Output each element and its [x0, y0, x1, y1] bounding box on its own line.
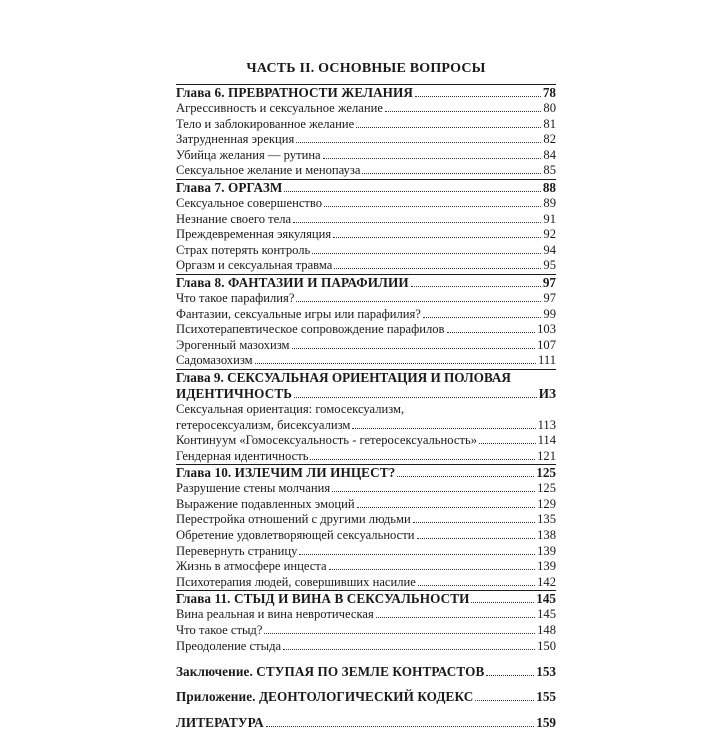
entry-page: 99: [543, 306, 556, 321]
entry-page: 135: [537, 512, 556, 527]
leader-dots: [447, 332, 536, 333]
entry-page: 84: [543, 147, 556, 162]
toc-chapter: [176, 369, 556, 464]
entry-title: Гендерная идентичность: [176, 448, 309, 463]
toc-appendix: [176, 689, 556, 705]
chapter-heading-row: [176, 386, 556, 402]
toc-page: [176, 60, 556, 731]
entry-page: 85: [543, 163, 556, 178]
entry-page: 89: [543, 195, 556, 210]
leader-dots: [376, 617, 535, 618]
toc-section-row: [176, 258, 556, 274]
entry-title: Фантазии, сексуальные игры или парафилия?: [176, 306, 421, 321]
entry-page: 95: [543, 258, 556, 273]
entry-title: Эрогенный мазохизм: [176, 337, 290, 352]
leader-dots: [397, 476, 534, 477]
leader-dots: [283, 649, 535, 650]
toc-section-row: [176, 322, 556, 338]
chapter-heading-row: [176, 180, 556, 196]
toc-section-row: [176, 418, 556, 434]
leader-dots: [310, 459, 535, 460]
entry-title: гетеросексуализм, бисексуализм: [176, 417, 351, 432]
toc-section-row: [176, 243, 556, 259]
entry-page: 82: [543, 132, 556, 147]
toc-section-row: [176, 559, 556, 575]
entry-page: 139: [537, 543, 556, 558]
toc-section-row: [176, 575, 556, 591]
section-title-line1: Сексуальная ориентация: гомосексуализм,: [176, 401, 405, 416]
leader-dots: [324, 206, 541, 207]
leader-dots: [296, 301, 541, 302]
entry-title: Жизнь в атмосфере инцеста: [176, 559, 327, 574]
entry-title: ИДЕНТИЧНОСТЬ: [176, 385, 293, 401]
leader-dots: [255, 363, 536, 364]
entry-page: 139: [537, 559, 556, 574]
entry-page: 114: [537, 433, 556, 448]
leader-dots: [323, 158, 542, 159]
chapters-list: [176, 84, 556, 654]
chapter-heading-row: [176, 85, 556, 101]
leader-dots: [312, 253, 541, 254]
leader-dots: [334, 268, 541, 269]
leader-dots: [266, 726, 534, 727]
literature-page: 159: [536, 715, 556, 731]
toc-section-row: [176, 623, 556, 639]
entry-title: Перестройка отношений с другими людьми: [176, 512, 411, 527]
leader-dots: [362, 173, 541, 174]
toc-section-row: [176, 101, 556, 117]
chapter-title-line1: Глава 9. СЕКСУАЛЬНАЯ ОРИЕНТАЦИЯ И ПОЛОВАЯ: [176, 369, 511, 385]
leader-dots: [333, 237, 541, 238]
entry-title: Незнание своего тела: [176, 211, 292, 226]
entry-title: Преждевременная эякуляция: [176, 227, 332, 242]
leader-dots: [413, 522, 535, 523]
entry-title: Обретение удовлетворяющей сексуальности: [176, 528, 415, 543]
leader-dots: [329, 569, 536, 570]
toc-section-row: [176, 307, 556, 323]
leader-dots: [352, 428, 535, 429]
entry-title: Затрудненная эрекция: [176, 132, 295, 147]
entry-page: 97: [543, 290, 556, 305]
conclusion-page: 153: [536, 664, 556, 680]
entry-page: 125: [537, 481, 556, 496]
entry-page: 111: [538, 353, 556, 368]
entry-title: Сексуальное совершенство: [176, 195, 323, 210]
toc-chapter: [176, 464, 556, 590]
entry-page: 129: [537, 496, 556, 511]
toc-section-row: [176, 497, 556, 513]
entry-page: 150: [537, 638, 556, 653]
leader-dots: [264, 633, 535, 634]
toc-section-row: [176, 353, 556, 369]
toc-chapter: [176, 179, 556, 274]
appendix-title: Приложение. ДЕОНТОЛОГИЧЕСКИЙ КОДЕКС: [176, 689, 474, 705]
leader-dots: [423, 317, 542, 318]
chapter-heading-row: [176, 591, 556, 607]
leader-dots: [332, 491, 535, 492]
chapter-heading-row: [176, 465, 556, 481]
toc-section-row: [176, 481, 556, 497]
entry-title: Психотерапия людей, совершивших насилие: [176, 574, 416, 589]
leader-dots: [417, 538, 536, 539]
toc-literature: [176, 715, 556, 731]
entry-page: 145: [536, 591, 556, 607]
entry-page: 107: [537, 337, 556, 352]
toc-section-row: [176, 163, 556, 179]
leader-dots: [284, 191, 540, 192]
entry-title: Убийца желания — рутина: [176, 147, 321, 162]
entry-title: Что такое парафилия?: [176, 290, 295, 305]
entry-title: Агрессивность и сексуальное желание: [176, 101, 383, 115]
entry-title: Континуум «Гомосексуальность - гетеросексуальность»: [176, 433, 478, 448]
toc-section-row: [176, 544, 556, 560]
entry-page: 78: [542, 85, 556, 100]
entry-page: 91: [543, 211, 556, 226]
toc-section-row: [176, 338, 556, 354]
entry-page: 113: [537, 417, 556, 432]
leader-dots: [385, 111, 541, 112]
toc-section-row: [176, 132, 556, 148]
leader-dots: [418, 585, 535, 586]
entry-page: 103: [537, 322, 556, 337]
leader-dots: [415, 96, 541, 97]
entry-title: Глава 11. СТЫД И ВИНА В СЕКСУАЛЬНОСТИ: [176, 591, 470, 607]
toc-section-row: [176, 433, 556, 449]
entry-title: Сексуальное желание и менопауза: [176, 163, 361, 178]
entry-page: 138: [537, 528, 556, 543]
toc-section-row: [176, 196, 556, 212]
toc-section-row: [176, 449, 556, 465]
leader-dots: [471, 602, 534, 603]
entry-title: Психотерапевтическое сопровождение парафилов: [176, 322, 445, 337]
literature-title: ЛИТЕРАТУРА: [176, 715, 264, 731]
leader-dots: [356, 127, 541, 128]
entry-page: 88: [542, 179, 556, 195]
leader-dots: [479, 443, 536, 444]
entry-title: Глава 6. ПРЕВРАТНОСТИ ЖЕЛАНИЯ: [176, 85, 414, 100]
entry-page: 94: [543, 242, 556, 257]
leader-dots: [411, 286, 541, 287]
leader-dots: [294, 397, 537, 398]
entry-title: Глава 10. ИЗЛЕЧИМ ЛИ ИНЦЕСТ?: [176, 465, 396, 481]
part-title: ЧАСТЬ II. ОСНОВНЫЕ ВОПРОСЫ: [246, 61, 486, 76]
entry-page: 148: [537, 623, 556, 638]
entry-title: Садомазохизм: [176, 353, 253, 368]
toc-section-row: [176, 512, 556, 528]
leader-dots: [475, 700, 534, 701]
leader-dots: [293, 222, 541, 223]
appendix-page: 155: [536, 689, 556, 705]
toc-section-row: [176, 227, 556, 243]
toc-section-row: [176, 528, 556, 544]
entry-page: 97: [542, 274, 556, 290]
toc-section-row: [176, 639, 556, 655]
entry-page: 80: [543, 101, 556, 115]
toc-section-row: [176, 148, 556, 164]
entry-title: Преодоление стыда: [176, 638, 282, 653]
toc-chapter: [176, 274, 556, 369]
entry-title: Тело и заблокированное желание: [176, 116, 355, 131]
entry-title: Страх потерять контроль: [176, 242, 311, 257]
entry-page: ИЗ: [538, 385, 556, 401]
toc-section-row: [176, 212, 556, 228]
toc-conclusion: [176, 664, 556, 680]
entry-title: Оргазм и сексуальная травма: [176, 258, 333, 273]
leader-dots: [296, 142, 541, 143]
entry-page: 142: [537, 574, 556, 589]
leader-dots: [292, 348, 536, 349]
leader-dots: [486, 675, 534, 676]
toc-chapter: [176, 84, 556, 179]
entry-page: 121: [537, 448, 556, 463]
toc-chapter: [176, 590, 556, 654]
entry-page: 81: [543, 116, 556, 131]
leader-dots: [357, 507, 536, 508]
conclusion-title: Заключение. СТУПАЯ ПО ЗЕМЛЕ КОНТРАСТОВ: [176, 664, 485, 680]
entry-title: Разрушение стены молчания: [176, 481, 331, 496]
leader-dots: [299, 554, 535, 555]
chapter-heading: [176, 370, 556, 402]
entry-title: Глава 8. ФАНТАЗИИ И ПАРАФИЛИИ: [176, 274, 409, 290]
toc-section-row: [176, 607, 556, 623]
chapter-heading-row: [176, 275, 556, 291]
entry-title: Выражение подавленных эмоций: [176, 496, 355, 511]
entry-title: Перевернуть страницу: [176, 543, 298, 558]
entry-page: 145: [537, 607, 556, 622]
toc-section-row: [176, 291, 556, 307]
entry-page: 92: [543, 227, 556, 242]
entry-title: Вина реальная и вина невротическая: [176, 607, 374, 622]
entry-title: Глава 7. ОРГАЗМ: [176, 179, 283, 195]
entry-page: 125: [536, 465, 556, 481]
toc-section-row: [176, 117, 556, 133]
entry-title: Что такое стыд?: [176, 623, 263, 638]
